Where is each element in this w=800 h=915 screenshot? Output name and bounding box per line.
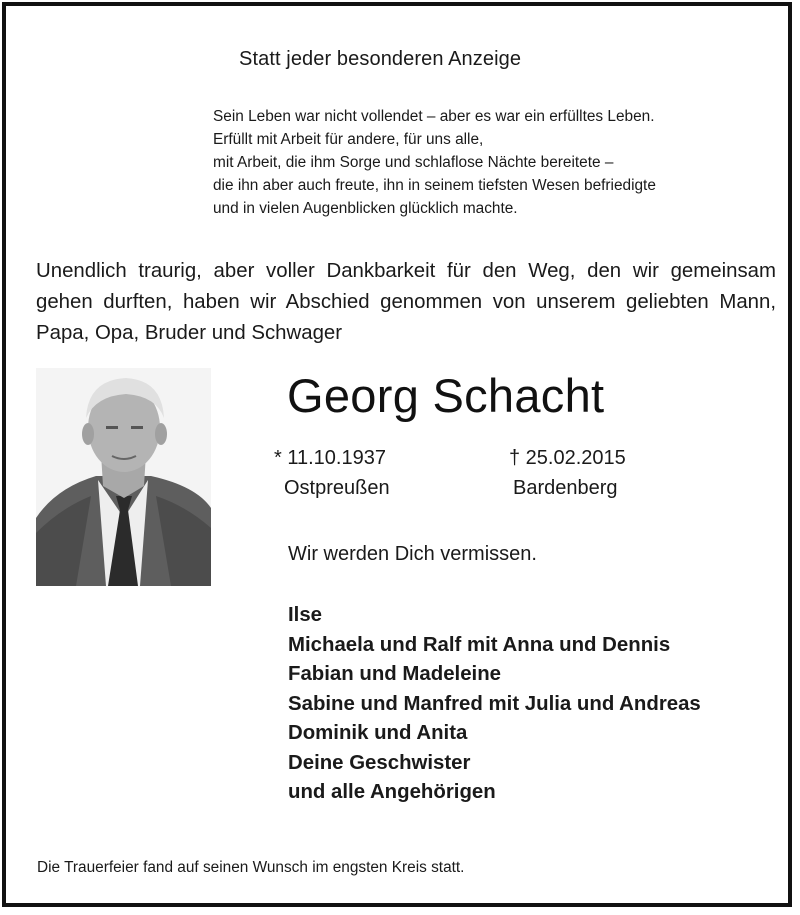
poem xyxy=(213,105,656,220)
birth-info xyxy=(274,443,390,503)
poem-line: und in vielen Augenblicken glücklich machte. xyxy=(213,200,518,217)
family-member: Deine Geschwister xyxy=(288,751,471,774)
poem-line: Erfüllt mit Arbeit für andere, für uns alle, xyxy=(213,131,484,148)
family-member: und alle Angehörigen xyxy=(288,781,496,803)
death-date: † 25.02.2015 xyxy=(509,447,626,469)
farewell-text: Wir werden Dich vermissen. xyxy=(288,543,537,565)
intro-text: Unendlich traurig, aber voller Dankbarkeit für den Weg, den wir gemeinsam gehen durften, haben wir Abschied genommen von unserem geliebten Mann, Papa, Opa, Bruder und Schwager xyxy=(36,260,776,344)
family-member: Sabine und Manfred mit Julia und Andreas xyxy=(288,692,701,715)
family-member: Michaela und Ralf mit Anna und Dennis xyxy=(288,633,671,656)
family-member: Fabian und Madeleine xyxy=(288,663,501,685)
poem-line: die ihn aber auch freute, ihn in seinem tiefsten Wesen befriedigte xyxy=(213,177,656,194)
family-member: Ilse xyxy=(288,604,323,626)
poem-line: Sein Leben war nicht vollendet – aber es war ein erfülltes Leben. xyxy=(213,108,655,125)
obituary-notice xyxy=(2,2,792,907)
notice-heading: Statt jeder besonderen Anzeige xyxy=(239,48,522,70)
deceased-name: Georg Schacht xyxy=(287,369,605,422)
birth-place: Ostpreußen xyxy=(284,477,390,499)
birth-date: * 11.10.1937 xyxy=(274,447,386,469)
footer-note: Die Trauerfeier fand auf seinen Wunsch im engsten Kreis statt. xyxy=(37,859,465,876)
poem-line: mit Arbeit, die ihm Sorge und schlaflose Nächte bereitete – xyxy=(213,154,614,171)
portrait-photo xyxy=(36,368,211,586)
death-info xyxy=(509,443,626,503)
family-member: Dominik und Anita xyxy=(288,722,468,744)
death-place: Bardenberg xyxy=(513,477,618,499)
family-list xyxy=(288,601,701,808)
